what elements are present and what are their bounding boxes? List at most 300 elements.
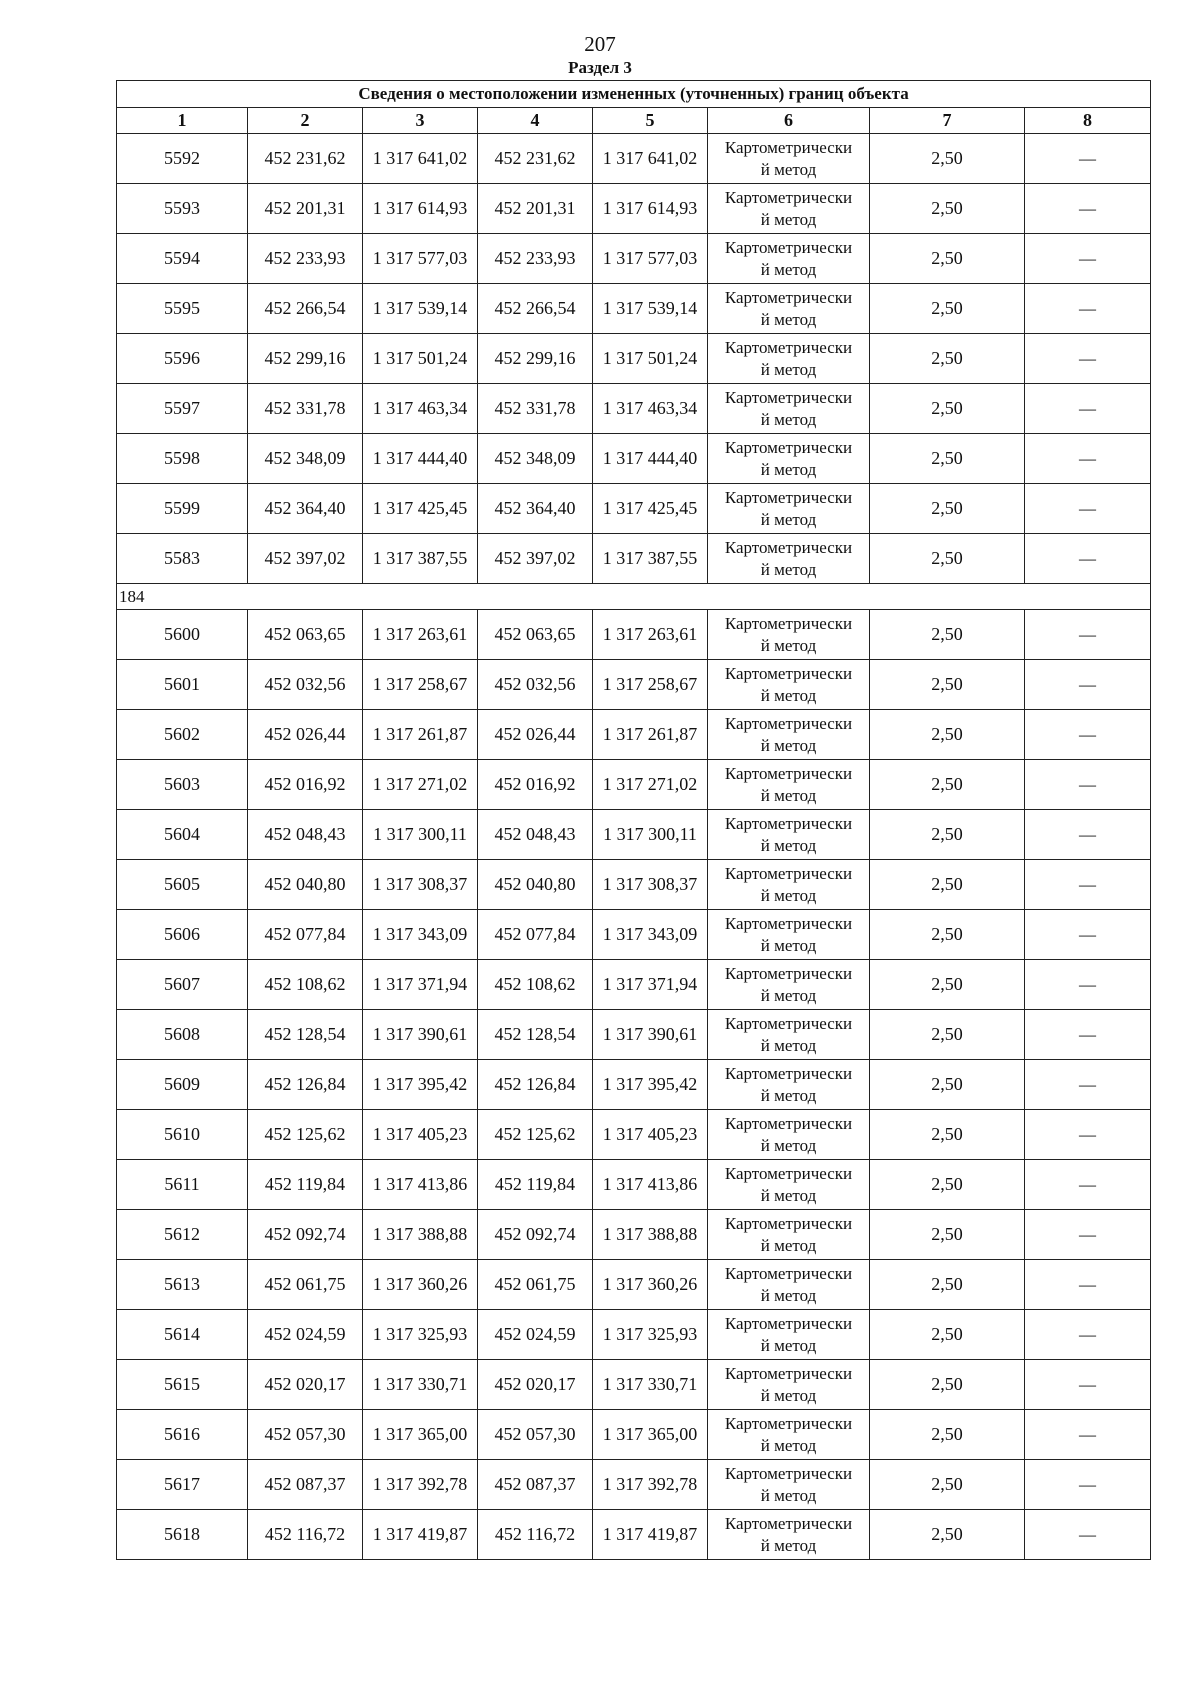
section-title: Раздел 3 [568,58,632,77]
column-header: 7 [870,108,1025,134]
table-row [117,1210,1151,1260]
accuracy-cell: 2,50 [870,1160,1025,1210]
y-new: 1 317 388,88 [593,1210,708,1260]
x-new: 452 116,72 [478,1510,593,1560]
table-body [117,134,1151,1560]
x-new: 452 057,30 [478,1410,593,1460]
x-new: 452 128,54 [478,1010,593,1060]
table-row [117,1510,1151,1560]
method-line-1: Картометрически [724,763,853,783]
point-number: 5598 [117,434,248,484]
accuracy-cell: 2,50 [870,710,1025,760]
y-new: 1 317 395,42 [593,1060,708,1110]
table-row [117,534,1151,584]
y-new: 1 317 365,00 [593,1410,708,1460]
x-new: 452 087,37 [478,1460,593,1510]
y-new: 1 317 258,67 [593,660,708,710]
x-existing: 452 016,92 [248,760,363,810]
description-cell: — [1025,910,1151,960]
y-existing: 1 317 261,87 [363,710,478,760]
x-new: 452 119,84 [478,1160,593,1210]
x-existing: 452 024,59 [248,1310,363,1360]
point-number: 5604 [117,810,248,860]
method-line-1: Картометрически [724,863,853,883]
method-cell [708,1110,870,1160]
x-existing: 452 119,84 [248,1160,363,1210]
method-line-2: й метод [760,735,817,755]
accuracy-cell: 2,50 [870,1460,1025,1510]
table-row [117,610,1151,660]
y-existing: 1 317 263,61 [363,610,478,660]
x-new: 452 024,59 [478,1310,593,1360]
method-line-2: й метод [760,1085,817,1105]
method-line-1: Картометрически [724,337,853,357]
point-number: 5609 [117,1060,248,1110]
method-line-2: й метод [760,259,817,279]
method-line-2: й метод [760,409,817,429]
method-cell [708,960,870,1010]
point-number: 5601 [117,660,248,710]
description-cell: — [1025,1210,1151,1260]
method-line-1: Картометрически [724,437,853,457]
description-cell: — [1025,1260,1151,1310]
x-existing: 452 063,65 [248,610,363,660]
y-new: 1 317 308,37 [593,860,708,910]
table-row [117,1060,1151,1110]
table-row [117,384,1151,434]
table-row [117,760,1151,810]
method-line-1: Картометрически [724,1463,853,1483]
y-new: 1 317 641,02 [593,134,708,184]
table-row [117,1110,1151,1160]
description-cell: — [1025,860,1151,910]
method-line-2: й метод [760,209,817,229]
x-existing: 452 040,80 [248,860,363,910]
method-line-1: Картометрически [724,187,853,207]
table-row [117,134,1151,184]
method-line-2: й метод [760,1485,817,1505]
accuracy-cell: 2,50 [870,960,1025,1010]
method-line-2: й метод [760,159,817,179]
point-number: 5602 [117,710,248,760]
x-new: 452 016,92 [478,760,593,810]
method-line-2: й метод [760,1035,817,1055]
y-existing: 1 317 392,78 [363,1460,478,1510]
coordinates-table [116,80,1151,1560]
x-new: 452 026,44 [478,710,593,760]
method-line-1: Картометрически [724,1313,853,1333]
method-cell [708,1160,870,1210]
description-cell: — [1025,1460,1151,1510]
method-line-2: й метод [760,785,817,805]
method-cell [708,1360,870,1410]
y-existing: 1 317 444,40 [363,434,478,484]
x-new: 452 231,62 [478,134,593,184]
table-row [117,660,1151,710]
point-number: 5606 [117,910,248,960]
accuracy-cell: 2,50 [870,1260,1025,1310]
y-existing: 1 317 413,86 [363,1160,478,1210]
accuracy-cell: 2,50 [870,184,1025,234]
x-existing: 452 233,93 [248,234,363,284]
point-number: 5618 [117,1510,248,1560]
y-existing: 1 317 405,23 [363,1110,478,1160]
x-new: 452 201,31 [478,184,593,234]
point-number: 5596 [117,334,248,384]
accuracy-cell: 2,50 [870,1410,1025,1460]
method-cell [708,610,870,660]
table-row [117,1010,1151,1060]
accuracy-cell: 2,50 [870,760,1025,810]
y-existing: 1 317 300,11 [363,810,478,860]
description-cell: — [1025,1360,1151,1410]
column-header: 5 [593,108,708,134]
column-header-row [117,108,1151,134]
method-line-1: Картометрически [724,713,853,733]
y-new: 1 317 390,61 [593,1010,708,1060]
method-line-1: Картометрически [724,813,853,833]
y-new: 1 317 325,93 [593,1310,708,1360]
method-line-1: Картометрически [724,1113,853,1133]
method-line-2: й метод [760,459,817,479]
table-caption: Сведения о местоположении измененных (уточненных) границ объекта [117,81,1151,108]
point-number: 5611 [117,1160,248,1210]
method-line-2: й метод [760,559,817,579]
description-cell: — [1025,1160,1151,1210]
y-existing: 1 317 463,34 [363,384,478,434]
method-line-1: Картометрически [724,1013,853,1033]
x-existing: 452 266,54 [248,284,363,334]
method-line-1: Картометрически [724,537,853,557]
page-number: 207 [584,32,616,56]
x-existing: 452 364,40 [248,484,363,534]
description-cell: — [1025,384,1151,434]
accuracy-cell: 2,50 [870,284,1025,334]
point-number: 5616 [117,1410,248,1460]
y-new: 1 317 444,40 [593,434,708,484]
accuracy-cell: 2,50 [870,1510,1025,1560]
y-new: 1 317 263,61 [593,610,708,660]
y-new: 1 317 413,86 [593,1160,708,1210]
accuracy-cell: 2,50 [870,860,1025,910]
method-line-1: Картометрически [724,387,853,407]
y-existing: 1 317 388,88 [363,1210,478,1260]
x-new: 452 048,43 [478,810,593,860]
description-cell: — [1025,710,1151,760]
y-existing: 1 317 390,61 [363,1010,478,1060]
method-line-2: й метод [760,1285,817,1305]
x-new: 452 266,54 [478,284,593,334]
group-label-row [117,584,1151,610]
x-existing: 452 125,62 [248,1110,363,1160]
method-line-1: Картометрически [724,487,853,507]
table-row [117,1410,1151,1460]
method-cell [708,860,870,910]
y-existing: 1 317 614,93 [363,184,478,234]
table-row [117,1260,1151,1310]
point-number: 5597 [117,384,248,434]
accuracy-cell: 2,50 [870,334,1025,384]
x-existing: 452 057,30 [248,1410,363,1460]
accuracy-cell: 2,50 [870,534,1025,584]
method-cell [708,134,870,184]
method-cell [708,1460,870,1510]
accuracy-cell: 2,50 [870,810,1025,860]
accuracy-cell: 2,50 [870,660,1025,710]
method-line-2: й метод [760,1435,817,1455]
point-number: 5614 [117,1310,248,1360]
column-header: 6 [708,108,870,134]
x-existing: 452 116,72 [248,1510,363,1560]
table-row [117,1310,1151,1360]
y-existing: 1 317 360,26 [363,1260,478,1310]
method-line-2: й метод [760,1135,817,1155]
y-existing: 1 317 308,37 [363,860,478,910]
method-line-1: Картометрически [724,1413,853,1433]
accuracy-cell: 2,50 [870,910,1025,960]
method-cell [708,484,870,534]
point-number: 5595 [117,284,248,334]
y-existing: 1 317 271,02 [363,760,478,810]
table-row [117,184,1151,234]
method-cell [708,1210,870,1260]
description-cell: — [1025,1410,1151,1460]
point-number: 5612 [117,1210,248,1260]
x-existing: 452 048,43 [248,810,363,860]
method-cell [708,1060,870,1110]
point-number: 5605 [117,860,248,910]
method-cell [708,1010,870,1060]
method-cell [708,660,870,710]
y-new: 1 317 371,94 [593,960,708,1010]
accuracy-cell: 2,50 [870,1060,1025,1110]
x-existing: 452 397,02 [248,534,363,584]
description-cell: — [1025,234,1151,284]
x-existing: 452 087,37 [248,1460,363,1510]
x-new: 452 125,62 [478,1110,593,1160]
table-row [117,284,1151,334]
method-cell [708,184,870,234]
method-line-2: й метод [760,309,817,329]
y-existing: 1 317 343,09 [363,910,478,960]
point-number: 5600 [117,610,248,660]
point-number: 5610 [117,1110,248,1160]
description-cell: — [1025,534,1151,584]
y-existing: 1 317 539,14 [363,284,478,334]
method-line-1: Картометрически [724,913,853,933]
method-cell [708,760,870,810]
x-new: 452 061,75 [478,1260,593,1310]
x-existing: 452 092,74 [248,1210,363,1260]
y-new: 1 317 405,23 [593,1110,708,1160]
table-row [117,1460,1151,1510]
y-existing: 1 317 501,24 [363,334,478,384]
description-cell: — [1025,184,1151,234]
x-new: 452 063,65 [478,610,593,660]
description-cell: — [1025,484,1151,534]
table-row [117,710,1151,760]
method-line-2: й метод [760,685,817,705]
y-existing: 1 317 641,02 [363,134,478,184]
x-existing: 452 331,78 [248,384,363,434]
x-new: 452 040,80 [478,860,593,910]
group-label: 184 [117,584,1151,610]
description-cell: — [1025,1060,1151,1110]
accuracy-cell: 2,50 [870,1360,1025,1410]
description-cell: — [1025,284,1151,334]
y-new: 1 317 300,11 [593,810,708,860]
y-new: 1 317 539,14 [593,284,708,334]
x-existing: 452 020,17 [248,1360,363,1410]
point-number: 5592 [117,134,248,184]
x-new: 452 092,74 [478,1210,593,1260]
x-new: 452 364,40 [478,484,593,534]
point-number: 5613 [117,1260,248,1310]
table-row [117,434,1151,484]
method-cell [708,234,870,284]
x-existing: 452 108,62 [248,960,363,1010]
table-row [117,1160,1151,1210]
point-number: 5608 [117,1010,248,1060]
y-existing: 1 317 325,93 [363,1310,478,1360]
method-line-2: й метод [760,635,817,655]
table-row [117,860,1151,910]
y-existing: 1 317 371,94 [363,960,478,1010]
accuracy-cell: 2,50 [870,234,1025,284]
point-number: 5593 [117,184,248,234]
point-number: 5583 [117,534,248,584]
method-line-1: Картометрически [724,1063,853,1083]
x-existing: 452 299,16 [248,334,363,384]
x-new: 452 348,09 [478,434,593,484]
y-existing: 1 317 577,03 [363,234,478,284]
y-existing: 1 317 365,00 [363,1410,478,1460]
x-new: 452 233,93 [478,234,593,284]
column-header: 8 [1025,108,1151,134]
method-cell [708,1310,870,1360]
point-number: 5594 [117,234,248,284]
method-line-2: й метод [760,935,817,955]
method-line-2: й метод [760,835,817,855]
method-line-2: й метод [760,1535,817,1555]
method-cell [708,910,870,960]
x-existing: 452 032,56 [248,660,363,710]
method-cell [708,284,870,334]
accuracy-cell: 2,50 [870,484,1025,534]
method-line-1: Картометрически [724,1263,853,1283]
column-header: 2 [248,108,363,134]
description-cell: — [1025,960,1151,1010]
accuracy-cell: 2,50 [870,434,1025,484]
description-cell: — [1025,1510,1151,1560]
accuracy-cell: 2,50 [870,1210,1025,1260]
y-new: 1 317 387,55 [593,534,708,584]
accuracy-cell: 2,50 [870,134,1025,184]
table-row [117,810,1151,860]
y-new: 1 317 501,24 [593,334,708,384]
x-existing: 452 201,31 [248,184,363,234]
column-header: 4 [478,108,593,134]
method-line-1: Картометрически [724,1213,853,1233]
description-cell: — [1025,434,1151,484]
table-row [117,484,1151,534]
method-cell [708,384,870,434]
description-cell: — [1025,1310,1151,1360]
method-line-2: й метод [760,1185,817,1205]
table-row [117,960,1151,1010]
method-cell [708,710,870,760]
description-cell: — [1025,810,1151,860]
y-existing: 1 317 258,67 [363,660,478,710]
point-number: 5607 [117,960,248,1010]
y-new: 1 317 271,02 [593,760,708,810]
y-new: 1 317 577,03 [593,234,708,284]
method-cell [708,1510,870,1560]
point-number: 5603 [117,760,248,810]
column-header: 1 [117,108,248,134]
method-cell [708,810,870,860]
x-existing: 452 026,44 [248,710,363,760]
x-new: 452 299,16 [478,334,593,384]
y-existing: 1 317 395,42 [363,1060,478,1110]
x-new: 452 126,84 [478,1060,593,1110]
y-new: 1 317 330,71 [593,1360,708,1410]
y-existing: 1 317 419,87 [363,1510,478,1560]
x-new: 452 032,56 [478,660,593,710]
x-existing: 452 128,54 [248,1010,363,1060]
method-cell [708,1410,870,1460]
x-existing: 452 077,84 [248,910,363,960]
description-cell: — [1025,610,1151,660]
method-line-2: й метод [760,1235,817,1255]
method-line-1: Картометрически [724,963,853,983]
x-new: 452 397,02 [478,534,593,584]
y-new: 1 317 463,34 [593,384,708,434]
method-cell [708,1260,870,1310]
method-line-2: й метод [760,1335,817,1355]
x-existing: 452 061,75 [248,1260,363,1310]
accuracy-cell: 2,50 [870,1010,1025,1060]
method-cell [708,434,870,484]
method-line-2: й метод [760,1385,817,1405]
x-new: 452 077,84 [478,910,593,960]
y-existing: 1 317 330,71 [363,1360,478,1410]
x-existing: 452 126,84 [248,1060,363,1110]
description-cell: — [1025,334,1151,384]
accuracy-cell: 2,50 [870,1310,1025,1360]
y-existing: 1 317 425,45 [363,484,478,534]
method-line-1: Картометрически [724,1363,853,1383]
y-new: 1 317 419,87 [593,1510,708,1560]
table-row [117,1360,1151,1410]
method-line-2: й метод [760,509,817,529]
x-new: 452 108,62 [478,960,593,1010]
method-line-1: Картометрически [724,663,853,683]
method-line-2: й метод [760,985,817,1005]
point-number: 5599 [117,484,248,534]
description-cell: — [1025,1110,1151,1160]
method-cell [708,534,870,584]
method-line-1: Картометрически [724,1513,853,1533]
point-number: 5617 [117,1460,248,1510]
x-existing: 452 348,09 [248,434,363,484]
table-row [117,910,1151,960]
method-line-1: Картометрически [724,137,853,157]
y-new: 1 317 261,87 [593,710,708,760]
method-line-1: Картометрически [724,237,853,257]
description-cell: — [1025,134,1151,184]
y-new: 1 317 425,45 [593,484,708,534]
